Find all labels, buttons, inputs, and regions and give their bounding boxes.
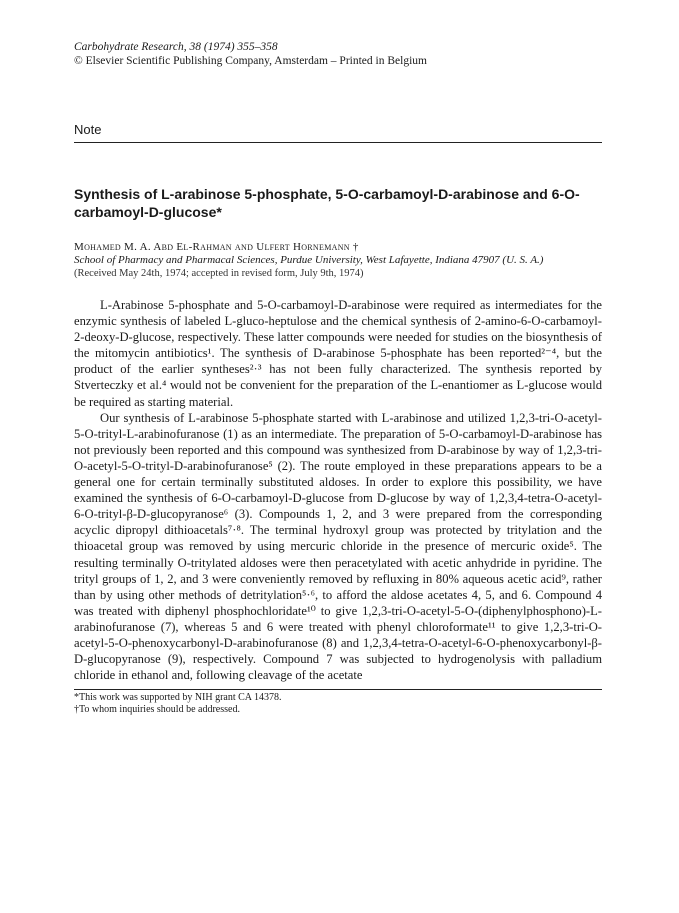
author-line: Mohamed M. A. Abd El-Rahman and Ulfert Hornemann † — [74, 241, 359, 253]
body-paragraph: Our synthesis of L-arabinose 5-phosphate started with L-arabinose and utilized 1,2,3-tri-O-acetyl-5-O-trityl-L-arabinofuranose (1) as an intermediate. The preparation of 5-O-carbamoyl-D-arabinose has not previously been reported and this compound was synthesized from D-arabinose by way of 1,2,3-tri-O-acetyl-5-O-trityl-D-arabinofuranose⁵ (2). The route employed in these preparations appears to be a general one for certain terminally substituted aldoses. In order to explore this possibility, we have examined the synthesis of 6-O-carbamoyl-D-glucose from D-glucose by way of 1,2,3,4-tetra-O-acetyl-6-O-trityl-β-D-glucopyranose⁶ (3). Compounds 1, 2, and 3 were prepared from the corresponding acyclic dipropyl dithioacetals⁷·⁸. The terminal hydroxyl group was protected by tritylation and the thioacetal group was removed by using mercuric chloride in the presence of mercuric oxide⁵. The resulting terminally O-tritylated aldoses were then peracetylated with acetic anhydride in pyridine. The trityl groups of 1, 2, and 3 were conveniently removed by refluxing in 80% aqueous acetic acid⁹, rather than by using other methods of detritylation⁵·⁶, to afford the aldose acetates 4, 5, and 6. Compound 4 was treated with diphenyl phosphochloridate¹⁰ to give 1,2,3-tri-O-acetyl-5-O-(diphenylphosphono)-L-arabinofuranose (7), whereas 5 and 6 were treated with phenyl chloroformate¹¹ to give 1,2,3-tri-O-acetyl-5-O-phenoxycarbonyl-D-arabinofuranose (8) and 1,2,3,4-tetra-O-acetyl-6-O-phenoxycarbonyl-β-D-glucopyranose (9), respectively. Compound 7 was subjected to hydrogenolysis with palladium chloride in ethanol and, following cleavage of the acetate — [74, 410, 602, 683]
article-title: Synthesis of L-arabinose 5-phosphate, 5-O-carbamoyl-D-arabinose and 6-O-carbamoyl-D-glucose* — [74, 186, 580, 220]
body-paragraph: L-Arabinose 5-phosphate and 5-O-carbamoyl-D-arabinose were required as intermediates for the enzymic synthesis of labeled L-gluco-heptulose and the chemical synthesis of 2-amino-6-O-carbamoyl-2-deoxy-D-glucose, respectively. These latter compounds were needed for studies on the biosynthesis of the mitomycin antibiotics¹. The synthesis of D-arabinose 5-phosphate has been reported²⁻⁴, but the product of the earlier syntheses²·³ has not been fully characterized. The synthesis reported by Stverteczky et al.⁴ would not be convenient for the preparation of the L-enantiomer as L-glucose would be required as starting material. — [74, 298, 602, 409]
section-label: Note — [74, 122, 102, 137]
affiliation: School of Pharmacy and Pharmacal Sciences, Purdue University, West Lafayette, Indiana 47907 (U. S. A.) — [74, 254, 544, 266]
footnotes — [74, 689, 602, 716]
journal-citation: Carbohydrate Research, 38 (1974) 355–358 — [74, 41, 278, 53]
copyright-line: © Elsevier Scientific Publishing Company, Amsterdam – Printed in Belgium — [74, 55, 427, 67]
received-dates: (Received May 24th, 1974; accepted in revised form, July 9th, 1974) — [74, 268, 364, 279]
paper-page — [74, 40, 602, 716]
article-body — [74, 297, 602, 683]
section-divider — [74, 142, 602, 143]
footnote-correspondence: †To whom inquiries should be addressed. — [74, 704, 240, 716]
footnote-funding: *This work was supported by NIH grant CA 14378. — [74, 692, 282, 704]
journal-info — [74, 40, 602, 68]
